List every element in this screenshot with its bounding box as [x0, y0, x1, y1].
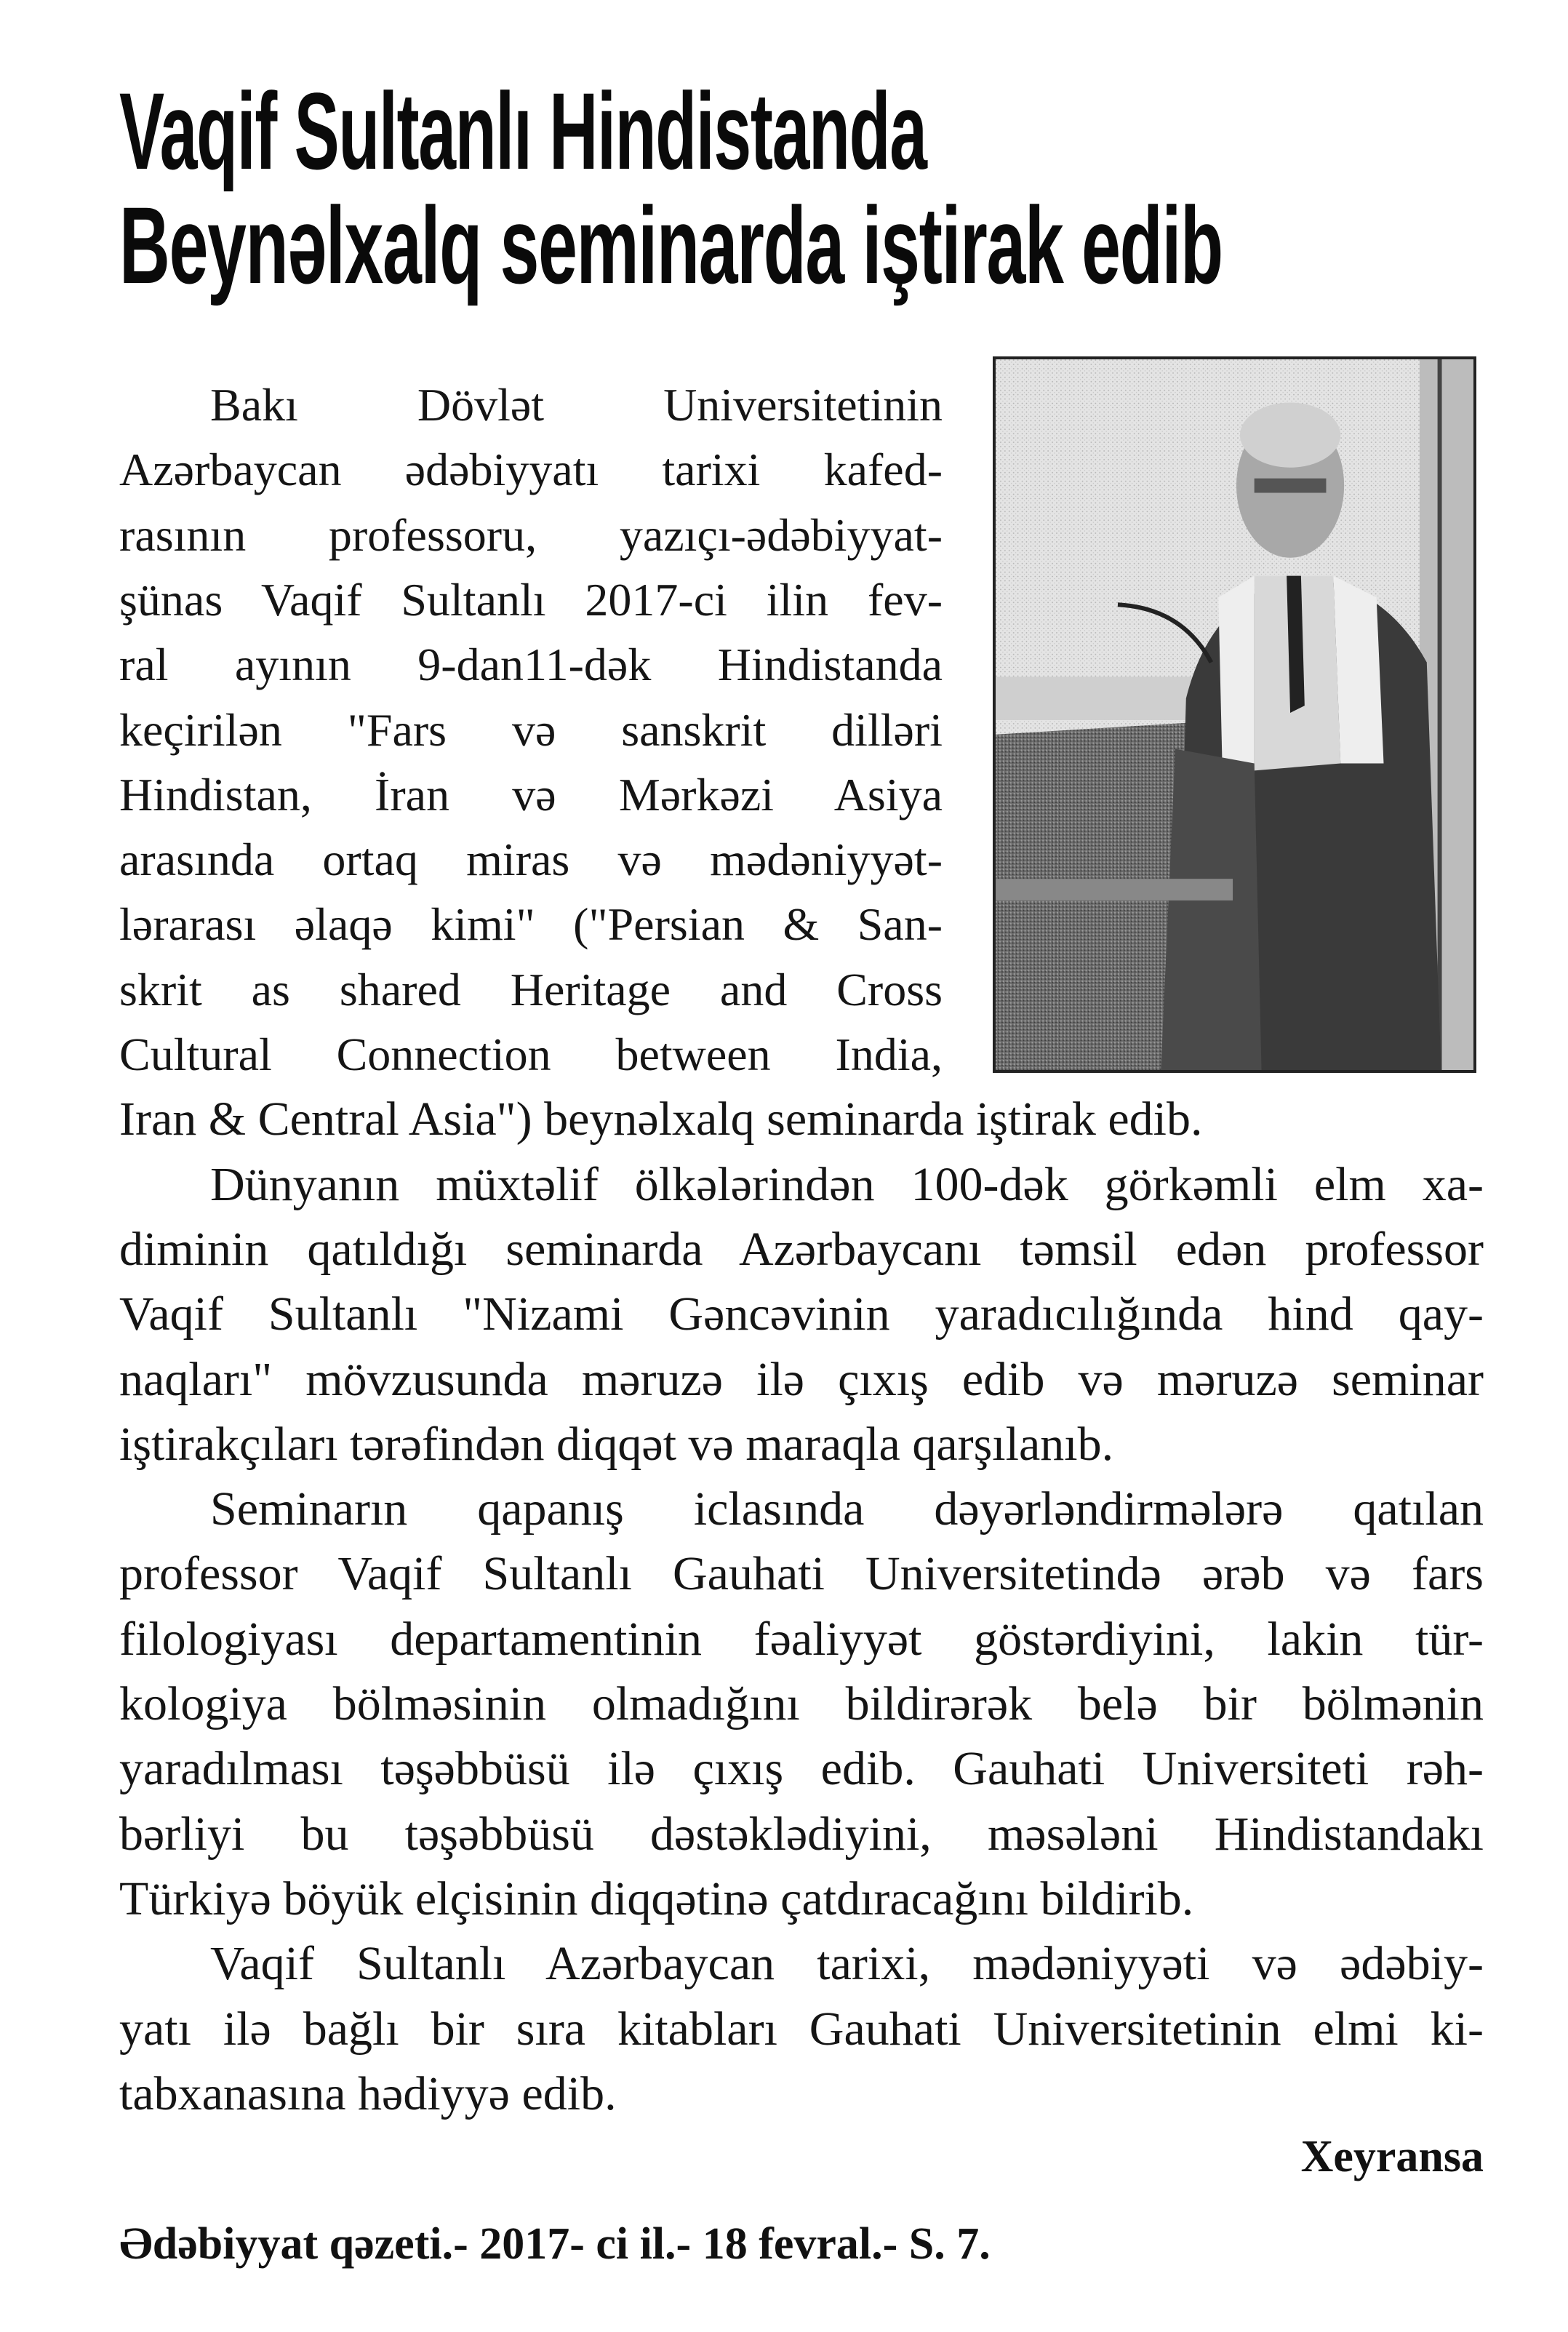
article-line: keçirilən "Fars və sanskrit dilləri	[119, 703, 943, 756]
article-line: naqları" mövzusunda məruzə ilə çıxış edib və məruzə seminar	[119, 1352, 1484, 1406]
article-line: skrit as shared Heritage and Cross	[119, 963, 943, 1015]
headline-line-1: Vaqif Sultanlı Hindistanda	[119, 70, 927, 192]
article-line: Vaqif Sultanlı "Nizami Gəncəvinin yaradıcılığında hind qay-	[119, 1287, 1484, 1341]
article-line: kologiya bölməsinin olmadığını bildirərək belə bir bölmənin	[119, 1677, 1484, 1730]
article-line: lərarası əlaqə kimi" ("Persian & San-	[119, 898, 943, 951]
article-line: rasının professoru, yazıçı-ədəbiyyat-	[119, 508, 943, 561]
article-line: diminin qatıldığı seminarda Azərbaycanı təmsil edən professor	[119, 1222, 1484, 1276]
article-line: yaradılması təşəbbüsü ilə çıxış edib. Gauhati Universiteti rəh-	[119, 1742, 1484, 1796]
byline-author: Xeyransa	[1300, 2132, 1484, 2181]
article-line: arasında ortaq miras və mədəniyyət-	[119, 834, 943, 886]
article-line: Iran & Central Asia") beynəlxalq seminarda iştirak edib.	[119, 1093, 1203, 1146]
article-line: Azərbaycan ədəbiyyatı tarixi kafed-	[119, 444, 943, 496]
article-line: Cultural Connection between India,	[119, 1029, 943, 1080]
article-line: iştirakçıları tərəfindən diqqət və maraqla qarşılanıb.	[119, 1417, 1114, 1471]
article-line: Türkiyə böyük elçisinin diqqətinə çatdıracağını bildirib.	[119, 1872, 1194, 1925]
article-line: ral ayının 9-dan11-dək Hindistanda	[119, 639, 943, 691]
speaker-photo-illustration	[996, 359, 1473, 1070]
article-line: professor Vaqif Sultanlı Gauhati Universitetində ərəb və fars	[119, 1547, 1484, 1601]
article-line: tabxanasına hədiyyə edib.	[119, 2067, 617, 2120]
article-line: Hindistan, İran və Mərkəzi Asiya	[119, 768, 943, 820]
article-line: Vaqif Sultanlı Azərbaycan tarixi, mədəniyyəti və ədəbiy-	[210, 1937, 1484, 1991]
article-line: Dünyanın müxtəlif ölkələrindən 100-dək görkəmli elm xa-	[210, 1157, 1484, 1211]
headline-line-2: Beynəlxalq seminarda iştirak edib	[119, 184, 1223, 306]
article-line: yatı ilə bağlı bir sıra kitabları Gauhati Universitetinin elmi ki-	[119, 2002, 1484, 2056]
source-citation: Ədəbiyyat qəzeti.- 2017- ci il.- 18 fevral.- S. 7.	[119, 2219, 991, 2269]
article-line: filologiyası departamentinin fəaliyyət göstərdiyini, lakin tür-	[119, 1612, 1484, 1666]
article-line: Bakı Dövlət Universitetinin	[210, 379, 943, 431]
article-line: Seminarın qapanış iclasında dəyərləndirmələrə qatılan	[210, 1482, 1484, 1536]
article-line: şünas Vaqif Sultanlı 2017-ci ilin fev-	[119, 573, 943, 626]
article-photo	[993, 356, 1476, 1073]
article-line: bərliyi bu təşəbbüsü dəstəklədiyini, məsələni Hindistandakı	[119, 1807, 1484, 1861]
